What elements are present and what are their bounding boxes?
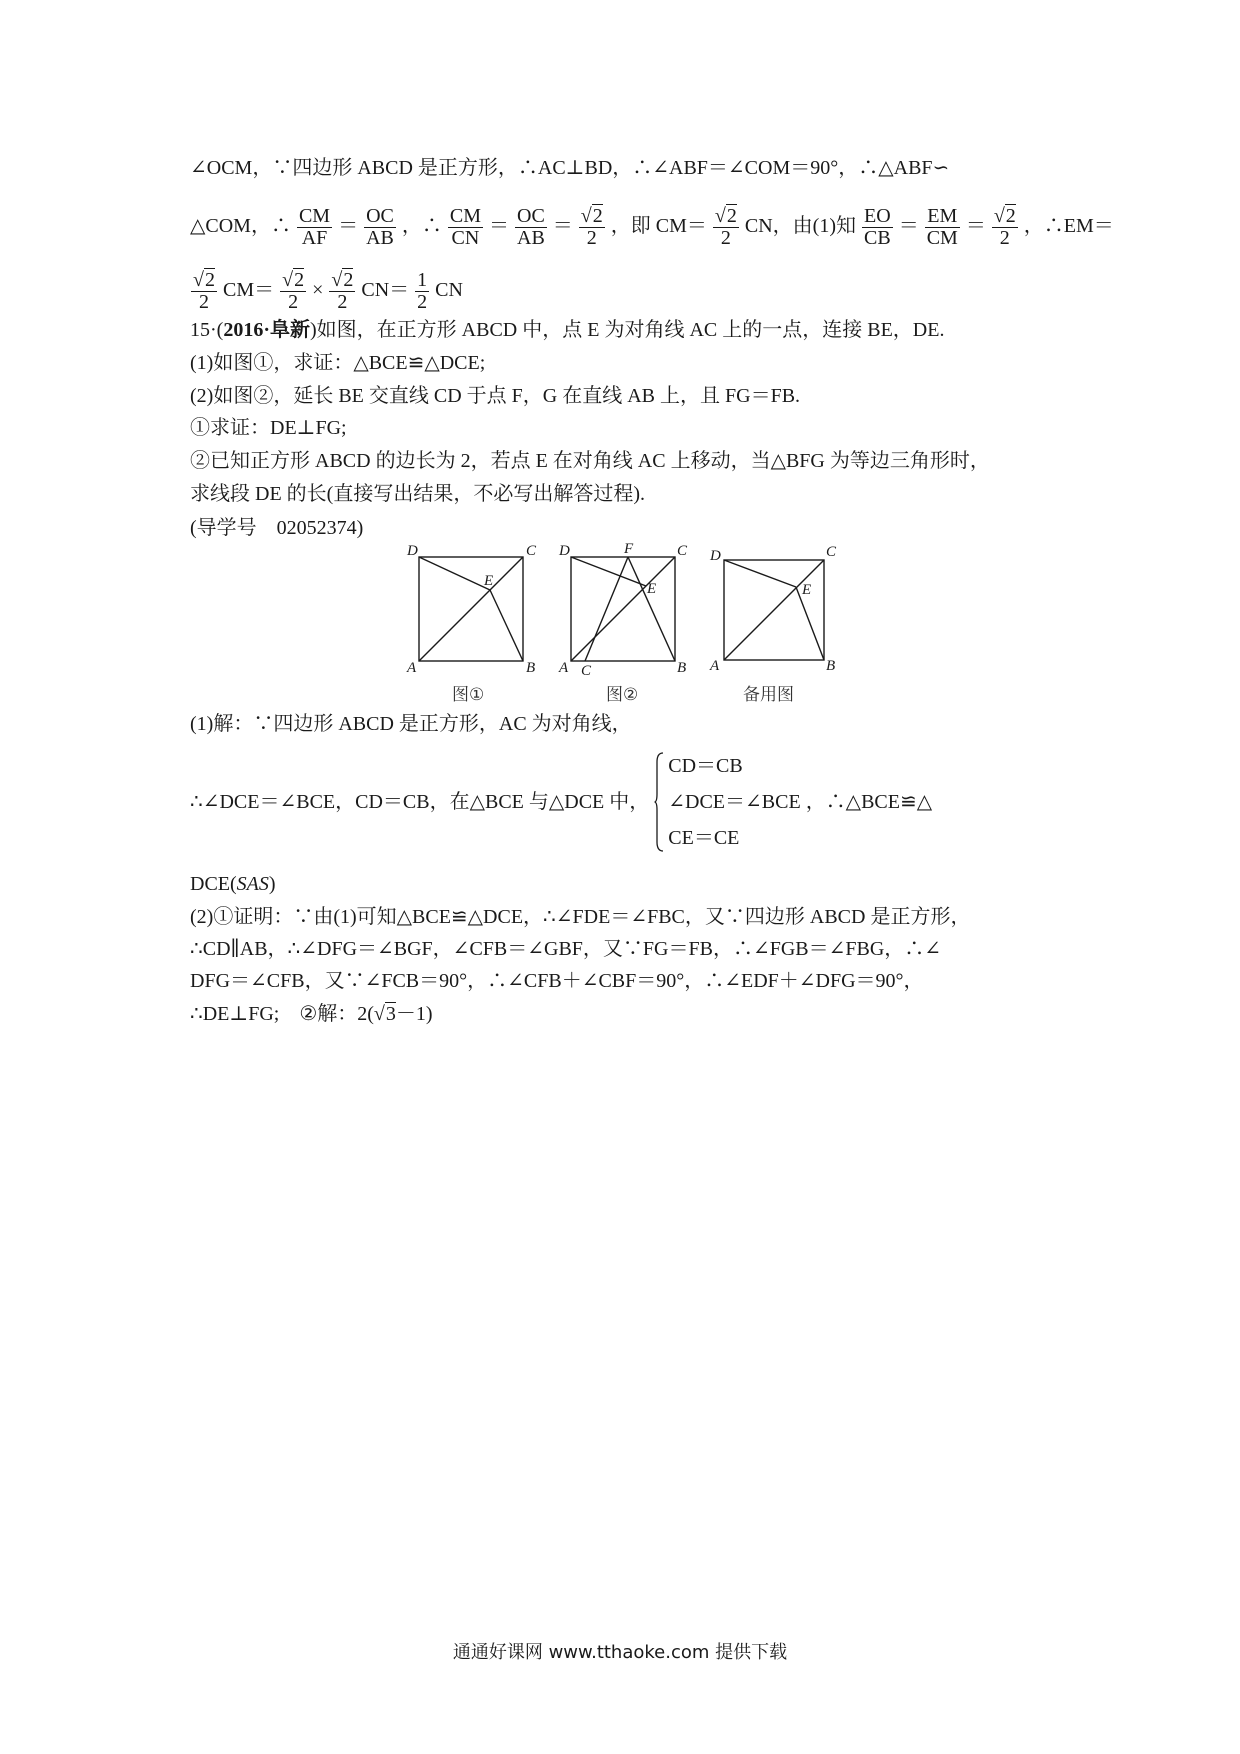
problem-q1: (1)如图①，求证：△BCE≌△DCE; — [190, 352, 486, 374]
footer: 通通好课网 www.tthaoke.com 提供下载 — [452, 1642, 788, 1663]
label-b: B — [526, 660, 536, 676]
system-row-3: CE＝CE — [668, 827, 740, 849]
problem-source: 2016·阜新 — [223, 319, 310, 341]
diagonal-ac — [571, 557, 675, 661]
fraction-sqrt: $\frac{√2}{2}$ — [714, 205, 737, 249]
prev-line-1 — [190, 156, 949, 180]
equation-system — [654, 748, 800, 856]
fraction: $\frac{EM}{CM}$ — [926, 205, 958, 249]
problem-stem: 15·(2016·阜新)如图，在正方形 ABCD 中，点 E 为对角线 AC 上的一点，连接 BE，DE. — [190, 319, 945, 341]
fraction: $\frac{EO}{CB}$ — [864, 205, 891, 249]
problem-q2-2a: ②已知正方形 ABCD 的边长为 2，若点 E 在对角线 AC 上移动，当△BFG 为等边三角形时， — [190, 450, 990, 472]
prev-line-3: $\frac{√2}{2}$ CM＝ $\frac{√2}{2}$ × $\frac{√2}{2}$ CN＝ $\frac{1}{2}$ CN — [193, 269, 463, 313]
fraction: $\frac{OC}{AB}$ — [366, 205, 394, 249]
diagonal-ac — [419, 557, 523, 661]
problem-q2-1: ①求证：DE⊥FG; — [190, 417, 347, 439]
solution-line-3: DCE(SAS) — [190, 873, 276, 895]
fraction-sqrt: $\frac{√2}{2}$ — [331, 269, 354, 313]
solution-line-1: (1)解：∵四边形 ABCD 是正方形，AC 为对角线， — [190, 713, 632, 735]
label-a: A — [407, 660, 417, 676]
segment-de — [724, 560, 796, 587]
label-g: C — [581, 663, 592, 679]
label-b: B — [826, 658, 836, 674]
solution-line-7: ∴DE⊥FG; ②解：2(√3－1) — [190, 1003, 433, 1025]
fraction-sqrt: $\frac{√2}{2}$ — [282, 269, 305, 313]
problem-ref: (导学号 02052374) — [190, 517, 364, 539]
left-brace — [654, 752, 664, 852]
label-a: A — [559, 660, 569, 676]
caption-figure-2: 图② — [606, 685, 639, 705]
solution-line-6: DFG＝∠CFB，又∵∠FCB＝90°，∴∠CFB＋∠CBF＝90°，∴∠EDF＋∠DFG＝90°， — [190, 970, 924, 992]
problem-q2: (2)如图②，延长 BE 交直线 CD 于点 F，G 在直线 AB 上，且 FG＝FB. — [190, 385, 801, 407]
segment-fb — [628, 557, 675, 661]
solution-line-4: (2)①证明：∵由(1)可知△BCE≌△DCE，∴∠FDE＝∠FBC，又∵四边形 ABCD 是正方形， — [190, 906, 971, 928]
label-b: B — [677, 660, 687, 676]
fraction: $\frac{OC}{AB}$ — [517, 205, 545, 249]
label-f: F — [624, 541, 634, 557]
segment-de — [419, 557, 490, 590]
label-e: E — [647, 581, 657, 597]
fraction: $\frac{CM}{AF}$ — [298, 205, 331, 249]
fraction-sqrt: $\frac{√2}{2}$ — [993, 205, 1016, 249]
solution-line-5: ∴CD∥AB，∴∠DFG＝∠BGF，∠CFB＝∠GBF，又∵FG＝FB，∴∠FGB＝∠FBG，∴∠ — [190, 938, 942, 960]
system-row-1: CD＝CB — [668, 755, 743, 777]
fraction-sqrt: $\frac{√2}{2}$ — [193, 269, 215, 313]
problem-q2-2b: 求线段 DE 的长(直接写出结果，不必写出解答过程). — [190, 483, 645, 505]
label-c: C — [677, 543, 688, 559]
figure-1 — [405, 540, 535, 675]
figure-2 — [555, 540, 690, 679]
figure-spare — [700, 540, 835, 675]
prev-line-2: △COM，∴ $\frac{CM}{AF}$ ＝ $\frac{OC}{AB}$ ，∴ $\frac{CM}{CN}$ ＝ $\frac{OC}{AB}$ ＝ $\frac{√2}{2}$ ，即 CM＝ $\frac{√2}{2}$ CN，由(1)知 $\frac{EO}{CB}$ ＝ $\frac{EM}{CM}$ ＝ $\frac{√2}{2}$ ，∴EM＝ — [190, 205, 1114, 249]
label-c: C — [526, 543, 537, 559]
segment-fg — [585, 557, 628, 661]
solution-line-2: ∴∠DCE＝∠BCE，CD＝CB，在△BCE 与△DCE 中， CD＝CB ∠DCE＝∠BCE CE＝CE ，∴△BCE≌△ — [190, 748, 932, 856]
fraction-sqrt: $\frac{√2}{2}$ — [580, 205, 603, 249]
fraction: $\frac{1}{2}$ — [417, 269, 428, 313]
label-e: E — [484, 573, 494, 589]
prev-text: ∠OCM，∵四边形 ABCD 是正方形，∴AC⊥BD，∴∠ABF＝∠COM＝90°，∴△ABF∽ — [190, 157, 950, 179]
label-d: D — [559, 543, 570, 559]
label-c: C — [826, 544, 837, 560]
label-d: D — [407, 543, 418, 559]
prev-text: △COM，∴ — [190, 215, 291, 238]
label-a: A — [710, 658, 720, 674]
caption-figure-1: 图① — [452, 685, 485, 705]
system-row-2: ∠DCE＝∠BCE — [668, 791, 801, 813]
label-d: D — [710, 548, 721, 564]
caption-spare-figure: 备用图 — [743, 685, 794, 705]
fraction: $\frac{CM}{CN}$ — [449, 205, 481, 249]
diagonal-ac — [724, 560, 824, 660]
label-e: E — [802, 582, 812, 598]
segment-be — [490, 590, 523, 661]
